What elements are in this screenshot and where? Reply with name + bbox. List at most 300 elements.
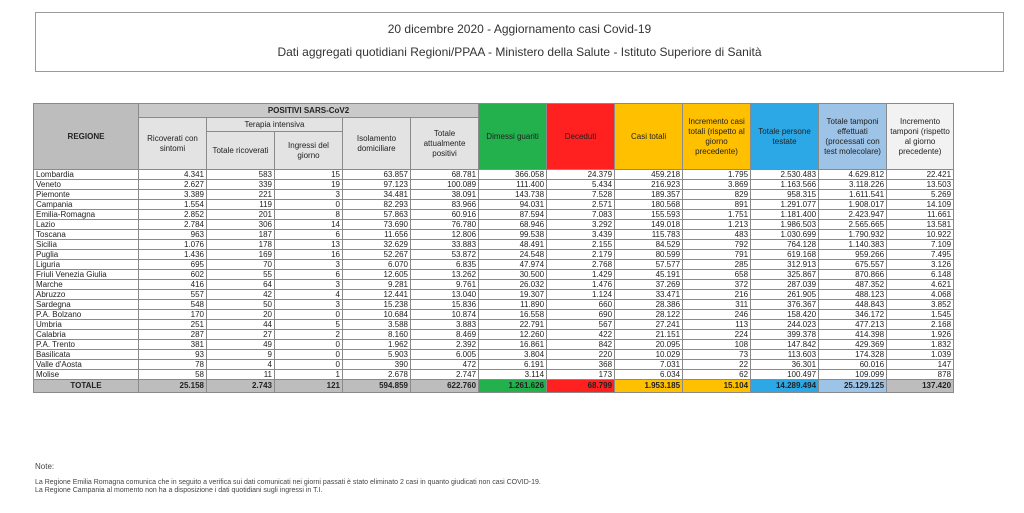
value-cell: 49 [207,340,275,350]
region-cell: Veneto [34,180,139,190]
value-cell: 14.109 [887,200,954,210]
value-cell: 7.495 [887,250,954,260]
note-line: La Regione Emilia Romagna comunica che in seguito a verifica sui dati comunicati nei giorni passati è stato eliminato 2 casi in quanto giudicati non casi COVID-19. [35,479,541,486]
region-cell: Emilia-Romagna [34,210,139,220]
value-cell: 2.571 [547,200,615,210]
col-persone-testate: Totale persone testate [751,104,819,170]
value-cell: 2.747 [411,370,479,380]
value-cell: 3.118.226 [819,180,887,190]
value-cell: 1.163.566 [751,180,819,190]
value-cell: 115.783 [615,230,683,240]
value-cell: 1.611.541 [819,190,887,200]
value-cell: 285 [683,260,751,270]
value-cell: 33.883 [411,240,479,250]
value-cell: 147 [887,360,954,370]
value-cell: 2.852 [139,210,207,220]
value-cell: 13.262 [411,270,479,280]
value-cell: 416 [139,280,207,290]
value-cell: 10.922 [887,230,954,240]
value-cell: 1.751 [683,210,751,220]
value-cell: 246 [683,310,751,320]
value-cell: 93 [139,350,207,360]
value-cell: 216 [683,290,751,300]
col-isolamento: Isolamento domiciliare [343,118,411,170]
value-cell: 189.357 [615,190,683,200]
value-cell: 6.034 [615,370,683,380]
value-cell: 13.503 [887,180,954,190]
region-cell: Basilicata [34,350,139,360]
value-cell: 100.089 [411,180,479,190]
value-cell: 60.916 [411,210,479,220]
value-cell: 13.581 [887,220,954,230]
value-cell: 109.099 [819,370,887,380]
report-subtitle: Dati aggregati quotidiani Regioni/PPAA - Ministero della Salute - Istituto Superiore di Sanità [277,45,762,59]
region-cell: TOTALE [34,380,139,393]
value-cell: 695 [139,260,207,270]
value-cell: 57.577 [615,260,683,270]
value-cell: 429.369 [819,340,887,350]
value-cell: 390 [343,360,411,370]
table-row [34,260,954,270]
col-casi-totali: Casi totali [615,104,683,170]
col-ingressi: Ingressi del giorno [275,132,343,170]
value-cell: 3.439 [547,230,615,240]
value-cell: 70 [207,260,275,270]
value-cell: 2.179 [547,250,615,260]
region-cell: Liguria [34,260,139,270]
col-positivi: POSITIVI SARS-CoV2 [139,104,479,118]
value-cell: 82.293 [343,200,411,210]
value-cell: 111.400 [479,180,547,190]
value-cell: 658 [683,270,751,280]
value-cell: 178 [207,240,275,250]
table-row [34,360,954,370]
region-cell: Lazio [34,220,139,230]
value-cell: 47.974 [479,260,547,270]
value-cell: 11.890 [479,300,547,310]
value-cell: 45.191 [615,270,683,280]
value-cell: 3.292 [547,220,615,230]
value-cell: 488.123 [819,290,887,300]
col-dimessi: Dimessi guariti [479,104,547,170]
value-cell: 27 [207,330,275,340]
value-cell: 1.986.503 [751,220,819,230]
value-cell: 80.599 [615,250,683,260]
value-cell: 6.191 [479,360,547,370]
value-cell: 37.269 [615,280,683,290]
value-cell: 10.874 [411,310,479,320]
table-row [34,330,954,340]
region-cell: Campania [34,200,139,210]
value-cell: 2.565.665 [819,220,887,230]
value-cell: 25.129.125 [819,380,887,393]
value-cell: 6 [275,270,343,280]
value-cell: 19.307 [479,290,547,300]
value-cell: 2.678 [343,370,411,380]
value-cell: 24.379 [547,170,615,180]
value-cell: 963 [139,230,207,240]
value-cell: 1.908.017 [819,200,887,210]
value-cell: 7.083 [547,210,615,220]
value-cell: 1.476 [547,280,615,290]
value-cell: 3.114 [479,370,547,380]
value-cell: 62 [683,370,751,380]
value-cell: 11.661 [887,210,954,220]
region-cell: Friuli Venezia Giulia [34,270,139,280]
report-header [35,12,1004,72]
table-row [34,220,954,230]
value-cell: 15.104 [683,380,751,393]
region-cell: Toscana [34,230,139,240]
value-cell: 4.629.812 [819,170,887,180]
value-cell: 1.124 [547,290,615,300]
value-cell: 9.281 [343,280,411,290]
value-cell: 1.213 [683,220,751,230]
value-cell: 55 [207,270,275,280]
value-cell: 9 [207,350,275,360]
value-cell: 224 [683,330,751,340]
value-cell: 24.548 [479,250,547,260]
value-cell: 1.030.699 [751,230,819,240]
value-cell: 169 [207,250,275,260]
value-cell: 14.289.494 [751,380,819,393]
value-cell: 119 [207,200,275,210]
value-cell: 10.684 [343,310,411,320]
value-cell: 5.434 [547,180,615,190]
value-cell: 53.872 [411,250,479,260]
value-cell: 16.861 [479,340,547,350]
value-cell: 12.441 [343,290,411,300]
value-cell: 14 [275,220,343,230]
value-cell: 78 [139,360,207,370]
value-cell: 2.155 [547,240,615,250]
value-cell: 187 [207,230,275,240]
value-cell: 7.109 [887,240,954,250]
value-cell: 3.126 [887,260,954,270]
value-cell: 4 [275,290,343,300]
value-cell: 15.836 [411,300,479,310]
value-cell: 244.023 [751,320,819,330]
value-cell: 422 [547,330,615,340]
value-cell: 2.768 [547,260,615,270]
value-cell: 3.389 [139,190,207,200]
value-cell: 959.266 [819,250,887,260]
value-cell: 487.352 [819,280,887,290]
value-cell: 137.420 [887,380,954,393]
table-row [34,270,954,280]
value-cell: 792 [683,240,751,250]
value-cell: 155.593 [615,210,683,220]
table-row [34,300,954,310]
value-cell: 33.471 [615,290,683,300]
value-cell: 25.158 [139,380,207,393]
value-cell: 1.554 [139,200,207,210]
value-cell: 16 [275,250,343,260]
value-cell: 73 [683,350,751,360]
value-cell: 221 [207,190,275,200]
total-row [34,380,954,393]
value-cell: 32.629 [343,240,411,250]
value-cell: 1.545 [887,310,954,320]
value-cell: 6.148 [887,270,954,280]
table-row [34,240,954,250]
value-cell: 6.005 [411,350,479,360]
value-cell: 38.091 [411,190,479,200]
col-deceduti: Deceduti [547,104,615,170]
table-row [34,170,954,180]
value-cell: 30.500 [479,270,547,280]
value-cell: 21.151 [615,330,683,340]
value-cell: 311 [683,300,751,310]
value-cell: 3.883 [411,320,479,330]
region-cell: Calabria [34,330,139,340]
value-cell: 0 [275,350,343,360]
col-totale-ricoverati: Totale ricoverati [207,132,275,170]
value-cell: 12.806 [411,230,479,240]
value-cell: 26.032 [479,280,547,290]
value-cell: 0 [275,340,343,350]
covid-data-table [33,103,954,393]
value-cell: 36.301 [751,360,819,370]
value-cell: 1.181.400 [751,210,819,220]
value-cell: 84.529 [615,240,683,250]
value-cell: 22.421 [887,170,954,180]
value-cell: 44 [207,320,275,330]
region-cell: P.A. Trento [34,340,139,350]
value-cell: 791 [683,250,751,260]
value-cell: 583 [207,170,275,180]
col-tamponi: Totale tamponi effettuati (processati con test molecolare) [819,104,887,170]
col-ricoverati: Ricoverati con sintomi [139,118,207,170]
table-row [34,230,954,240]
value-cell: 68.799 [547,380,615,393]
value-cell: 28.386 [615,300,683,310]
value-cell: 1.261.626 [479,380,547,393]
value-cell: 1.832 [887,340,954,350]
value-cell: 2.168 [887,320,954,330]
region-cell: Lombardia [34,170,139,180]
value-cell: 73.690 [343,220,411,230]
value-cell: 381 [139,340,207,350]
value-cell: 1.790.932 [819,230,887,240]
value-cell: 339 [207,180,275,190]
notes [35,463,541,495]
value-cell: 1 [275,370,343,380]
value-cell: 50 [207,300,275,310]
value-cell: 15 [275,170,343,180]
value-cell: 143.738 [479,190,547,200]
value-cell: 2.784 [139,220,207,230]
value-cell: 16.558 [479,310,547,320]
value-cell: 216.923 [615,180,683,190]
value-cell: 158.420 [751,310,819,320]
value-cell: 3 [275,300,343,310]
table-body [34,170,954,393]
report-title: 20 dicembre 2020 - Aggiornamento casi Covid-19 [387,22,652,36]
value-cell: 5 [275,320,343,330]
table-row [34,350,954,360]
value-cell: 220 [547,350,615,360]
value-cell: 6 [275,230,343,240]
value-cell: 2.392 [411,340,479,350]
value-cell: 2 [275,330,343,340]
value-cell: 3 [275,190,343,200]
value-cell: 4.341 [139,170,207,180]
value-cell: 10.029 [615,350,683,360]
value-cell: 173 [547,370,615,380]
value-cell: 368 [547,360,615,370]
col-incremento-tamponi: Incremento tamponi (rispetto al giorno precedente) [887,104,954,170]
value-cell: 472 [411,360,479,370]
value-cell: 2.743 [207,380,275,393]
value-cell: 48.491 [479,240,547,250]
value-cell: 870.866 [819,270,887,280]
value-cell: 5.903 [343,350,411,360]
value-cell: 7.031 [615,360,683,370]
region-cell: Abruzzo [34,290,139,300]
value-cell: 958.315 [751,190,819,200]
value-cell: 0 [275,200,343,210]
value-cell: 8 [275,210,343,220]
value-cell: 602 [139,270,207,280]
value-cell: 60.016 [819,360,887,370]
value-cell: 0 [275,360,343,370]
value-cell: 63.857 [343,170,411,180]
value-cell: 459.218 [615,170,683,180]
value-cell: 448.843 [819,300,887,310]
value-cell: 325.867 [751,270,819,280]
value-cell: 2.423.947 [819,210,887,220]
region-cell: Molise [34,370,139,380]
value-cell: 1.795 [683,170,751,180]
value-cell: 58 [139,370,207,380]
value-cell: 2.627 [139,180,207,190]
value-cell: 1.291.077 [751,200,819,210]
value-cell: 11.656 [343,230,411,240]
table-row [34,200,954,210]
value-cell: 1.953.185 [615,380,683,393]
value-cell: 64 [207,280,275,290]
value-cell: 83.966 [411,200,479,210]
value-cell: 42 [207,290,275,300]
region-cell: Puglia [34,250,139,260]
value-cell: 622.760 [411,380,479,393]
value-cell: 99.538 [479,230,547,240]
value-cell: 675.557 [819,260,887,270]
value-cell: 3.804 [479,350,547,360]
value-cell: 113 [683,320,751,330]
value-cell: 1.140.383 [819,240,887,250]
value-cell: 3.852 [887,300,954,310]
region-cell: Sicilia [34,240,139,250]
value-cell: 13 [275,240,343,250]
value-cell: 57.863 [343,210,411,220]
region-cell: Marche [34,280,139,290]
value-cell: 477.213 [819,320,887,330]
value-cell: 20.095 [615,340,683,350]
col-regione: REGIONE [34,104,139,170]
value-cell: 94.031 [479,200,547,210]
value-cell: 1.076 [139,240,207,250]
value-cell: 376.367 [751,300,819,310]
note-line: La Regione Campania al momento non ha a disposizione i dati quotidiani sugli ingressi in T.I. [35,487,323,494]
value-cell: 9.761 [411,280,479,290]
value-cell: 557 [139,290,207,300]
value-cell: 27.241 [615,320,683,330]
value-cell: 3.869 [683,180,751,190]
value-cell: 660 [547,300,615,310]
value-cell: 2.530.483 [751,170,819,180]
value-cell: 690 [547,310,615,320]
value-cell: 13.040 [411,290,479,300]
value-cell: 399.378 [751,330,819,340]
value-cell: 878 [887,370,954,380]
table-row [34,290,954,300]
table-row [34,310,954,320]
table-row [34,320,954,330]
value-cell: 108 [683,340,751,350]
col-incremento-casi: Incremento casi totali (rispetto al giorno precedente) [683,104,751,170]
value-cell: 34.481 [343,190,411,200]
region-cell: Umbria [34,320,139,330]
value-cell: 312.913 [751,260,819,270]
value-cell: 4 [207,360,275,370]
value-cell: 76.780 [411,220,479,230]
region-cell: Valle d'Aosta [34,360,139,370]
region-cell: Piemonte [34,190,139,200]
value-cell: 1.429 [547,270,615,280]
value-cell: 28.122 [615,310,683,320]
value-cell: 15.238 [343,300,411,310]
value-cell: 87.594 [479,210,547,220]
value-cell: 6.070 [343,260,411,270]
value-cell: 6.835 [411,260,479,270]
table-row [34,280,954,290]
value-cell: 174.328 [819,350,887,360]
col-terapia: Terapia intensiva [207,118,343,132]
value-cell: 68.946 [479,220,547,230]
value-cell: 842 [547,340,615,350]
value-cell: 97.123 [343,180,411,190]
value-cell: 0 [275,310,343,320]
value-cell: 201 [207,210,275,220]
value-cell: 372 [683,280,751,290]
region-cell: P.A. Bolzano [34,310,139,320]
value-cell: 12.260 [479,330,547,340]
value-cell: 11 [207,370,275,380]
value-cell: 12.605 [343,270,411,280]
value-cell: 891 [683,200,751,210]
value-cell: 548 [139,300,207,310]
value-cell: 22.791 [479,320,547,330]
value-cell: 52.267 [343,250,411,260]
value-cell: 113.603 [751,350,819,360]
value-cell: 346.172 [819,310,887,320]
value-cell: 8.160 [343,330,411,340]
value-cell: 4.621 [887,280,954,290]
table-row [34,370,954,380]
value-cell: 366.058 [479,170,547,180]
value-cell: 3 [275,260,343,270]
value-cell: 19 [275,180,343,190]
table-row [34,190,954,200]
col-totale-positivi: Totale attualmente positivi [411,118,479,170]
table-row [34,180,954,190]
value-cell: 180.568 [615,200,683,210]
value-cell: 8.469 [411,330,479,340]
table-row [34,340,954,350]
value-cell: 147.842 [751,340,819,350]
